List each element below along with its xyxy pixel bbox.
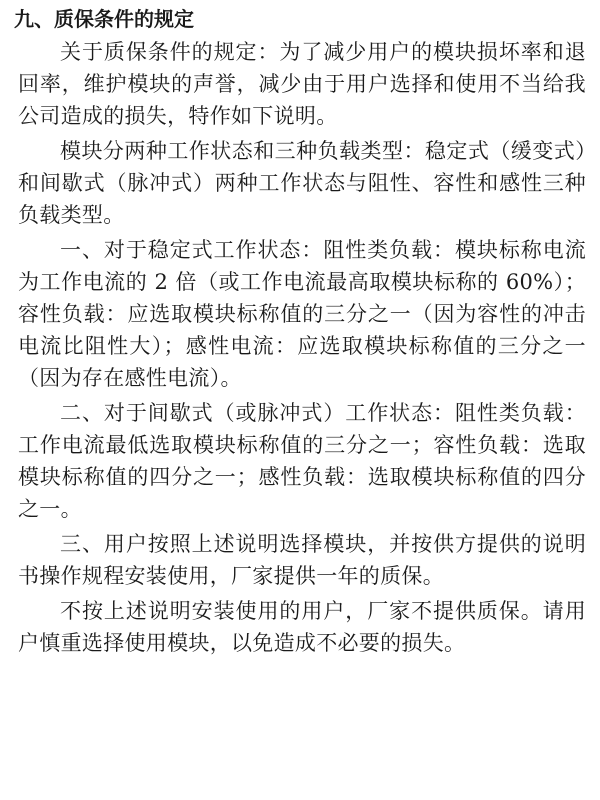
paragraph-disclaimer: 不按上述说明安装使用的用户，厂家不提供质保。请用户慎重选择使用模块，以免造成不必要的损失。 (18, 599, 586, 655)
body-text (18, 36, 586, 662)
paragraph-intermittent: 二、对于间歇式（或脉冲式）工作状态：阻性类负载：工作电流最低选取模块标称值的三分之一；容性负载：选取模块标称值的四分之一；感性负载：选取模块标称值的四分之一。 (18, 401, 586, 521)
paragraph-intro: 关于质保条件的规定：为了减少用户的模块损坏率和退回率，维护模块的声誉，减少由于用户选择和使用不当给我公司造成的损失，特作如下说明。 (18, 40, 586, 128)
paragraph-steady-state: 一、对于稳定式工作状态：阻性类负载：模块标称电流为工作电流的 2 倍（或工作电流最高取模块标称的 60%）；容性负载：应选取模块标称值的三分之一（因为容性的冲击电流比阻性大）；感性电流：应选取模块标称值的三分之一（因为存在感性电流）。 (18, 238, 586, 390)
paragraph-warranty: 三、用户按照上述说明选择模块，并按供方提供的说明书操作规程安装使用，厂家提供一年的质保。 (18, 532, 586, 588)
section-heading: 九、质保条件的规定 (14, 7, 194, 31)
paragraph-modes: 模块分两种工作状态和三种负载类型：稳定式（缓变式）和间歇式（脉冲式）两种工作状态与阻性、容性和感性三种负载类型。 (18, 139, 586, 227)
